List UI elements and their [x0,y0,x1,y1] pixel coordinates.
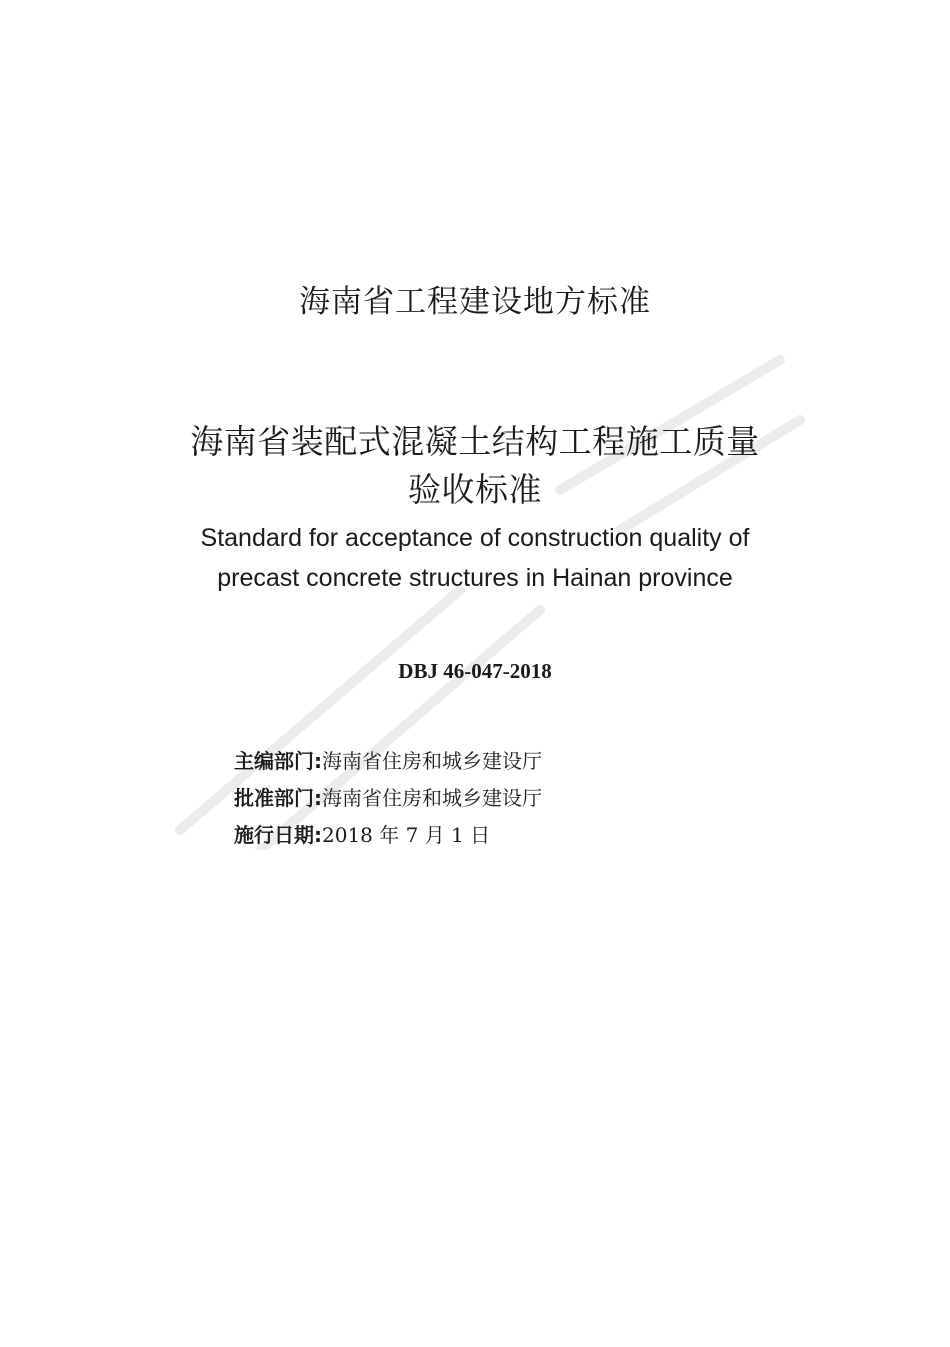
info-label: 批准部门: [234,786,322,810]
info-row-chief-editor [234,743,834,780]
standard-code: DBJ 46-047-2018 [398,659,552,683]
title-zh-line2: 验收标准 [408,470,542,509]
info-value: 海南省住房和城乡建设厅 [322,749,542,773]
title-en-line2: precast concrete structures in Hainan province [217,564,733,592]
info-value: 2018 年 7 月 1 日 [322,823,491,847]
info-value: 海南省住房和城乡建设厅 [322,786,542,810]
standard-title-english [0,518,950,598]
title-zh-line1: 海南省装配式混凝土结构工程施工质量 [190,422,760,461]
info-row-approval [234,780,834,817]
info-label: 施行日期: [234,823,322,847]
info-label: 主编部门: [234,749,322,773]
title-en-line1: Standard for acceptance of construction quality of [200,524,750,552]
standard-title-chinese [0,418,950,514]
series-title: 海南省工程建设地方标准 [299,284,651,320]
info-row-effective-date [234,817,834,854]
publication-info [234,743,834,854]
